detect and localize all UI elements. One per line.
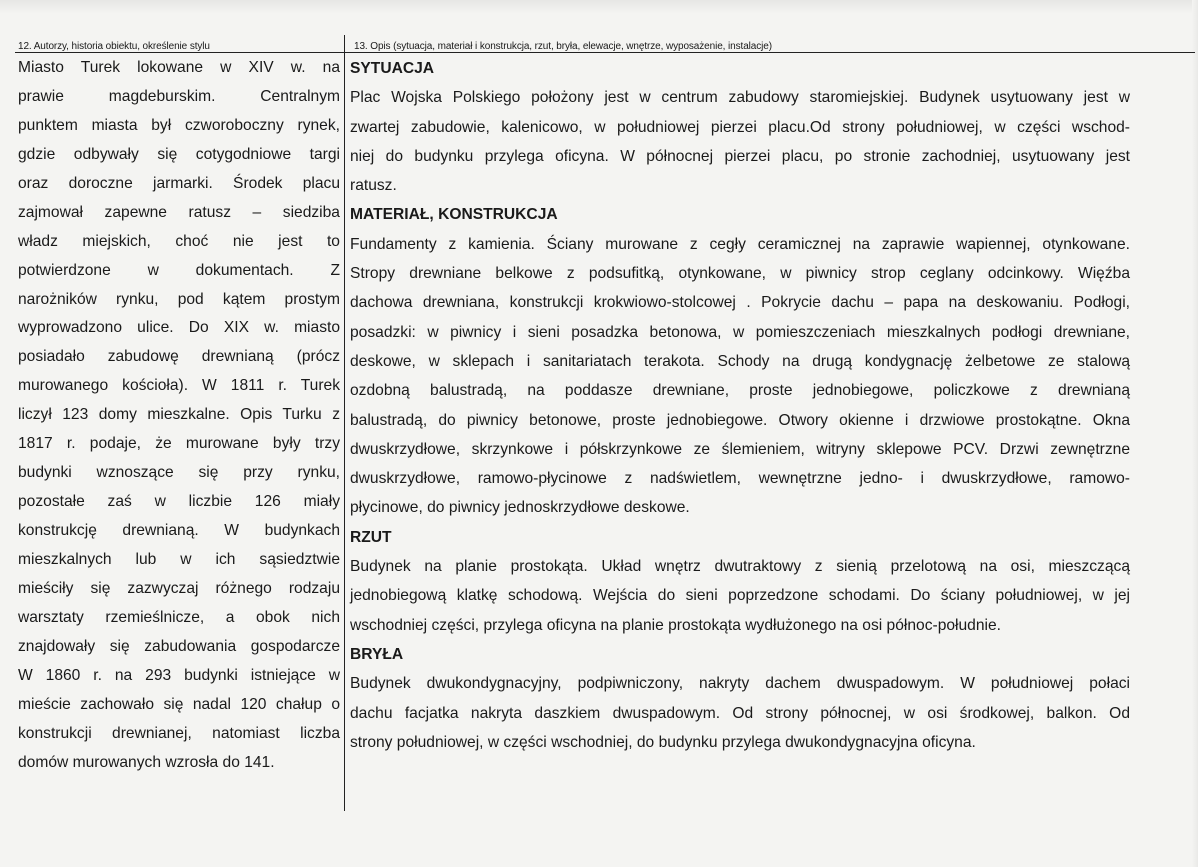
description-text: [350, 54, 1130, 757]
history-line: konstrukcji drewnianej, natomiast liczba: [18, 724, 340, 742]
bryla-line: dachu facjatka nakryta daszkiem dwuspadowym. Od strony północnej, w osi środkowej, balkon. Od: [350, 704, 1130, 722]
material-line: dwuskrzydłowe, ramowo-płycinowe z nadświetlem, wewnętrzne jedno- i dwuskrzydłowe, ramowo-: [350, 470, 1130, 488]
history-line: warsztaty rzemieślnicze, a obok nich: [18, 608, 340, 626]
history-line: znajdowały się zabudowania gospodarcze: [18, 637, 340, 655]
sytuacja-line: niej do budynku przylega oficyna. W północnej pierzei placu, po stronie zachodniej, usytuowany jest: [350, 147, 1130, 165]
section-heading-bryla: BRYŁA: [350, 645, 404, 663]
header-rule: [15, 52, 1195, 53]
rzut-line: Budynek na planie prostokąta. Układ wnętrz dwutraktowy z sienią przelotową na osi, mieszczącą: [350, 558, 1130, 576]
sytuacja-line: Plac Wojska Polskiego położony jest w centrum zabudowy staromiejskiej. Budynek usytuowany jest w: [350, 89, 1130, 107]
history-line: gdzie odbywały się cotygodniowe targi: [18, 145, 340, 163]
bryla-line: Budynek dwukondygnacyjny, podpiwniczony, nakryty dachem dwuspadowym. W południowej połaci: [350, 675, 1130, 693]
section-heading-rzut: RZUT: [350, 528, 392, 546]
history-line: konstrukcję drewnianą. W budynkach: [18, 522, 340, 539]
history-line: narożników rynku, pod kątem prostym: [18, 290, 340, 308]
history-text: [18, 54, 340, 777]
column-header-description: 13. Opis (sytuacja, materiał i konstrukcja, rzut, bryła, elewacje, wnętrze, wyposażenie, instalacje): [354, 41, 772, 52]
history-line: mieściły się zazwyczaj różnego rodzaju: [18, 579, 340, 597]
history-line: posiadało zabudowę drewnianą (prócz: [18, 348, 340, 366]
material-line: balustradą, do piwnicy betonowe, proste jednobiegowe. Otwory okienne i drzwiowe prostokątne. Okna: [350, 411, 1130, 429]
material-line: dachowa drewniana, konstrukcji krokwiowo-stolcowej . Pokrycie dachu – papa na deskowaniu. Podłogi,: [350, 294, 1130, 312]
history-line: oraz doroczne jarmarki. Środek placu: [18, 174, 340, 192]
material-line: Fundamenty z kamienia. Ściany murowane z cegły ceramicznej na zaprawie wapiennej, otynkowane.: [350, 235, 1130, 253]
material-line: posadzki: w piwnicy i sieni posadzka betonowa, w pomieszczeniach mieszkalnych podłogi drewniane,: [350, 323, 1130, 341]
history-line: potwierdzone w dokumentach. Z: [18, 261, 340, 279]
history-line: liczył 123 domy mieszkalne. Opis Turku z: [18, 406, 340, 424]
section-heading-material: MATERIAŁ, KONSTRUKCJA: [350, 206, 558, 224]
history-line: prawie magdeburskim. Centralnym: [18, 87, 340, 105]
material-line: płycinowe, do piwnicy jednoskrzydłowe deskowe.: [350, 499, 690, 517]
history-line: wyprowadzono ulice. Do XIX w. miasto: [18, 319, 340, 337]
material-line: deskowe, w sklepach i sanitariatach terakota. Schody na drugą kondygnację żelbetowe ze stalową: [350, 352, 1130, 370]
history-line: 1817 r. podaje, że murowane były trzy: [18, 435, 340, 453]
history-line: budynki wznoszące się przy rynku,: [18, 464, 340, 482]
material-line: ozdobną balustradą, na poddasze drewniane, proste jednobiegowe, policzkowe z drewnianą: [350, 382, 1130, 400]
bryla-line: strony południowej, w części wschodniej, do budynku przylega dwukondygnacyjna oficyna.: [350, 733, 976, 751]
history-line: domów murowanych wzrosła do 141.: [18, 753, 275, 771]
history-line: punktem miasta był czworoboczny rynek,: [18, 116, 340, 134]
history-line: W 1860 r. na 293 budynki istniejące w: [18, 666, 340, 684]
column-divider: [344, 35, 345, 811]
sytuacja-line: zwartej zabudowie, kalenicowo, w południowej pierzei placu.Od strony południowej, w części wschod-: [350, 118, 1130, 136]
history-line: pozostałe zaś w liczbie 126 miały: [18, 493, 340, 511]
history-line: murowanego kościoła). W 1811 r. Turek: [18, 377, 340, 395]
history-line: władz miejskich, choć nie jest to: [18, 232, 340, 250]
material-line: Stropy drewniane belkowe z podsufitką, otynkowane, w piwnicy strop ceglany odcinkowy. Więźba: [350, 265, 1130, 283]
column-header-history: 12. Autorzy, historia obiektu, określenie stylu: [18, 41, 210, 52]
scan-edge: [1192, 0, 1198, 867]
history-line: zajmował zapewne ratusz – siedziba: [18, 203, 340, 221]
scan-shadow: [0, 0, 1198, 14]
history-line: mieście zachowało się nadal 120 chałup o: [18, 695, 340, 713]
history-line: mieszkalnych lub w ich sąsiedztwie: [18, 550, 340, 568]
sytuacja-line: ratusz.: [350, 177, 397, 195]
rzut-line: wschodniej części, przylega oficyna na planie prostokąta wydłużonego na osi północ-południe.: [350, 616, 1002, 634]
section-heading-sytuacja: SYTUACJA: [350, 60, 435, 77]
rzut-line: jednobiegową klatkę schodową. Wejścia do sieni poprzedzone schodami. Do ściany południowej, w jej: [350, 587, 1130, 605]
history-line: Miasto Turek lokowane w XIV w. na: [18, 59, 340, 76]
material-line: dwuskrzydłowe, skrzynkowe i półskrzynkowe ze ślemieniem, witryny sklepowe PCV. Drzwi zewnętrzne: [350, 440, 1130, 458]
